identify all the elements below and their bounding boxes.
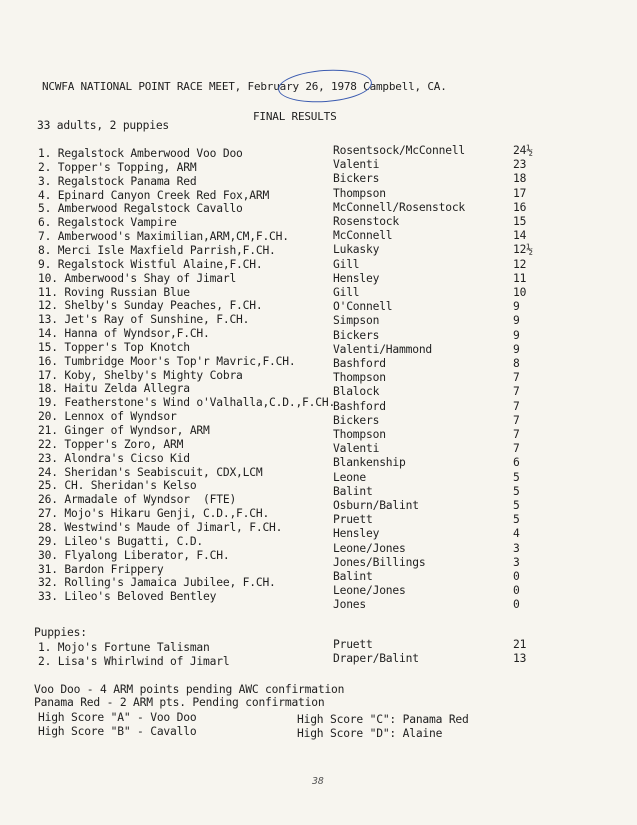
result-owner: Bickers <box>333 328 380 342</box>
result-name: 7. Amberwood's Maximilian,ARM,CM,F.CH. <box>38 230 289 244</box>
result-owner: McConnell <box>333 229 393 243</box>
result-name: 10. Amberwood's Shay of Jimarl <box>38 271 237 285</box>
entry-count: 33 adults, 2 puppies <box>37 119 170 132</box>
result-name: 29. Lileo's Bugatti, C.D. <box>38 534 204 548</box>
result-name: 28. Westwind's Maude of Jimarl, F.CH. <box>38 520 283 534</box>
result-owner: Bashford <box>333 357 386 370</box>
result-name: 4. Epinard Canyon Creek Red Fox,ARM <box>38 188 270 202</box>
result-name: 16. Tumbridge Moor's Top'r Mavric,F.CH. <box>38 354 296 368</box>
result-points: 4 <box>513 527 520 541</box>
result-name: 8. Merci Isle Maxfield Parrish,F.CH. <box>38 243 276 257</box>
result-owner: Valenti <box>333 442 380 456</box>
puppy-owner: Draper/Balint <box>333 652 419 666</box>
result-points: 9 <box>513 300 520 314</box>
result-name: 20. Lennox of Wyndsor <box>38 410 177 424</box>
result-owner: Leone/Jones <box>333 584 406 598</box>
result-owner: Gill <box>333 257 360 271</box>
page-number: 38 <box>312 776 324 787</box>
result-points: 12 <box>513 257 527 271</box>
result-owner: Blalock <box>333 385 380 399</box>
result-name: 21. Ginger of Wyndsor, ARM <box>38 424 210 437</box>
result-name: 14. Hanna of Wyndsor,F.CH. <box>38 327 210 341</box>
result-points: 18 <box>513 172 527 186</box>
result-owner: Bickers <box>333 172 380 186</box>
result-name: 25. CH. Sheridan's Kelso <box>38 479 197 493</box>
puppy-points: 21 <box>513 638 527 651</box>
result-owner: Valenti <box>333 158 380 172</box>
result-owner: Leone/Jones <box>333 541 406 555</box>
event-header <box>42 80 447 93</box>
high-score-d: High Score "D": Alaine <box>297 727 443 740</box>
result-owner: Balint <box>333 484 373 498</box>
puppy-owner: Pruett <box>333 638 373 651</box>
result-points: 11 <box>513 271 527 285</box>
result-owner: O'Connell <box>333 300 393 314</box>
result-owner: Bashford <box>333 399 386 413</box>
result-points: 7 <box>513 385 520 399</box>
result-points: 9 <box>513 342 520 356</box>
result-name: 19. Featherstone's Wind o'Valhalla,C.D.,F.CH. <box>38 396 336 410</box>
event-date: February 26, <box>247 80 325 93</box>
puppy-points: 13 <box>513 652 527 666</box>
event-location: 1978 Campbell, CA. <box>324 80 447 93</box>
result-name: 30. Flyalong Liberator, F.CH. <box>38 548 230 562</box>
result-owner: Valenti/Hammond <box>333 342 433 356</box>
result-name: 33. Lileo's Beloved Bentley <box>38 590 217 604</box>
result-owner: Jones/Billings <box>333 555 426 569</box>
result-owner: Pruett <box>333 513 373 527</box>
result-owner: Osburn/Balint <box>333 499 419 512</box>
result-owner: Thompson <box>333 428 386 441</box>
result-points: 9 <box>513 328 520 342</box>
result-points: 9 <box>513 314 520 328</box>
result-owner: Jones <box>333 598 367 612</box>
result-name: 3. Regalstock Panama Red <box>38 174 197 188</box>
result-owner: Gill <box>333 286 360 299</box>
result-points: 0 <box>513 598 520 612</box>
result-points: 23 <box>513 158 527 172</box>
result-owner: Bickers <box>333 413 380 427</box>
date-pen-circle <box>277 67 373 105</box>
result-points: 0 <box>513 584 520 598</box>
result-points: 6 <box>513 456 520 470</box>
result-name: 1. Regalstock Amberwood Voo Doo <box>38 147 243 160</box>
result-owner: Simpson <box>333 314 380 328</box>
result-points: 5 <box>513 484 520 498</box>
result-points: 5 <box>513 470 520 484</box>
result-points: 5 <box>513 513 520 527</box>
result-name: 13. Jet's Ray of Sunshine, F.CH. <box>38 313 250 327</box>
result-name: 11. Roving Russian Blue <box>38 285 190 299</box>
result-points: 10 <box>513 286 527 299</box>
result-points: 15 <box>513 215 527 228</box>
result-name: 23. Alondra's Cicso Kid <box>38 451 190 465</box>
puppies-heading: Puppies: <box>34 626 87 639</box>
result-points: 24½ <box>513 144 533 157</box>
results-heading: FINAL RESULTS <box>253 110 337 123</box>
result-name: 9. Regalstock Wistful Alaine,F.CH. <box>38 257 263 271</box>
result-owner: Blankenship <box>333 456 406 470</box>
result-name: 31. Bardon Frippery <box>38 562 164 576</box>
pending-note-panama: Panama Red - 2 ARM pts. Pending confirmation <box>34 696 325 709</box>
result-points: 5 <box>513 499 520 512</box>
result-name: 26. Armadale of Wyndsor (FTE) <box>38 493 237 507</box>
high-score-b: High Score "B" - Cavallo <box>38 725 197 738</box>
high-score-a: High Score "A" - Voo Doo <box>38 711 197 724</box>
result-name: 22. Topper's Zoro, ARM <box>38 437 184 451</box>
pending-note-voodoo: Voo Doo - 4 ARM points pending AWC confirmation <box>34 683 345 696</box>
result-owner: McConnell/Rosenstock <box>333 200 466 214</box>
result-name: 15. Topper's Top Knotch <box>38 340 190 354</box>
puppy-name: 2. Lisa's Whirlwind of Jimarl <box>38 655 230 668</box>
result-name: 2. Topper's Topping, ARM <box>38 160 197 174</box>
result-owner: Rosentsock/McConnell <box>333 144 466 157</box>
result-name: 17. Koby, Shelby's Mighty Cobra <box>38 368 243 382</box>
result-name: 24. Sheridan's Seabiscuit, CDX,LCM <box>38 465 263 479</box>
result-owner: Lukasky <box>333 243 380 257</box>
result-owner: Hensley <box>333 271 380 285</box>
result-points: 17 <box>513 186 527 200</box>
result-points: 14 <box>513 229 527 243</box>
result-owner: Thompson <box>333 186 386 200</box>
result-points: 7 <box>513 399 520 413</box>
result-name: 27. Mojo's Hikaru Genji, C.D.,F.CH. <box>38 507 270 521</box>
result-points: 12½ <box>513 243 533 257</box>
result-owner: Leone <box>333 470 367 484</box>
result-owner: Balint <box>333 570 373 583</box>
puppy-name: 1. Mojo's Fortune Talisman <box>38 641 210 654</box>
result-points: 16 <box>513 200 527 214</box>
result-points: 7 <box>513 413 520 427</box>
result-points: 7 <box>513 442 520 456</box>
result-name: 32. Rolling's Jamaica Jubilee, F.CH. <box>38 576 276 590</box>
result-points: 7 <box>513 371 520 385</box>
result-owner: Hensley <box>333 527 380 541</box>
result-name: 6. Regalstock Vampire <box>38 216 177 230</box>
high-score-c: High Score "C": Panama Red <box>297 713 469 726</box>
result-points: 8 <box>513 357 520 370</box>
result-name: 12. Shelby's Sunday Peaches, F.CH. <box>38 299 263 313</box>
result-points: 7 <box>513 428 520 441</box>
result-name: 5. Amberwood Regalstock Cavallo <box>38 202 243 216</box>
result-points: 3 <box>513 555 520 569</box>
result-points: 0 <box>513 570 520 583</box>
event-title: NCWFA NATIONAL POINT RACE MEET, <box>42 80 248 93</box>
result-points: 3 <box>513 541 520 555</box>
result-owner: Rosenstock <box>333 215 400 228</box>
result-name: 18. Haitu Zelda Allegra <box>38 382 190 396</box>
result-owner: Thompson <box>333 371 386 385</box>
